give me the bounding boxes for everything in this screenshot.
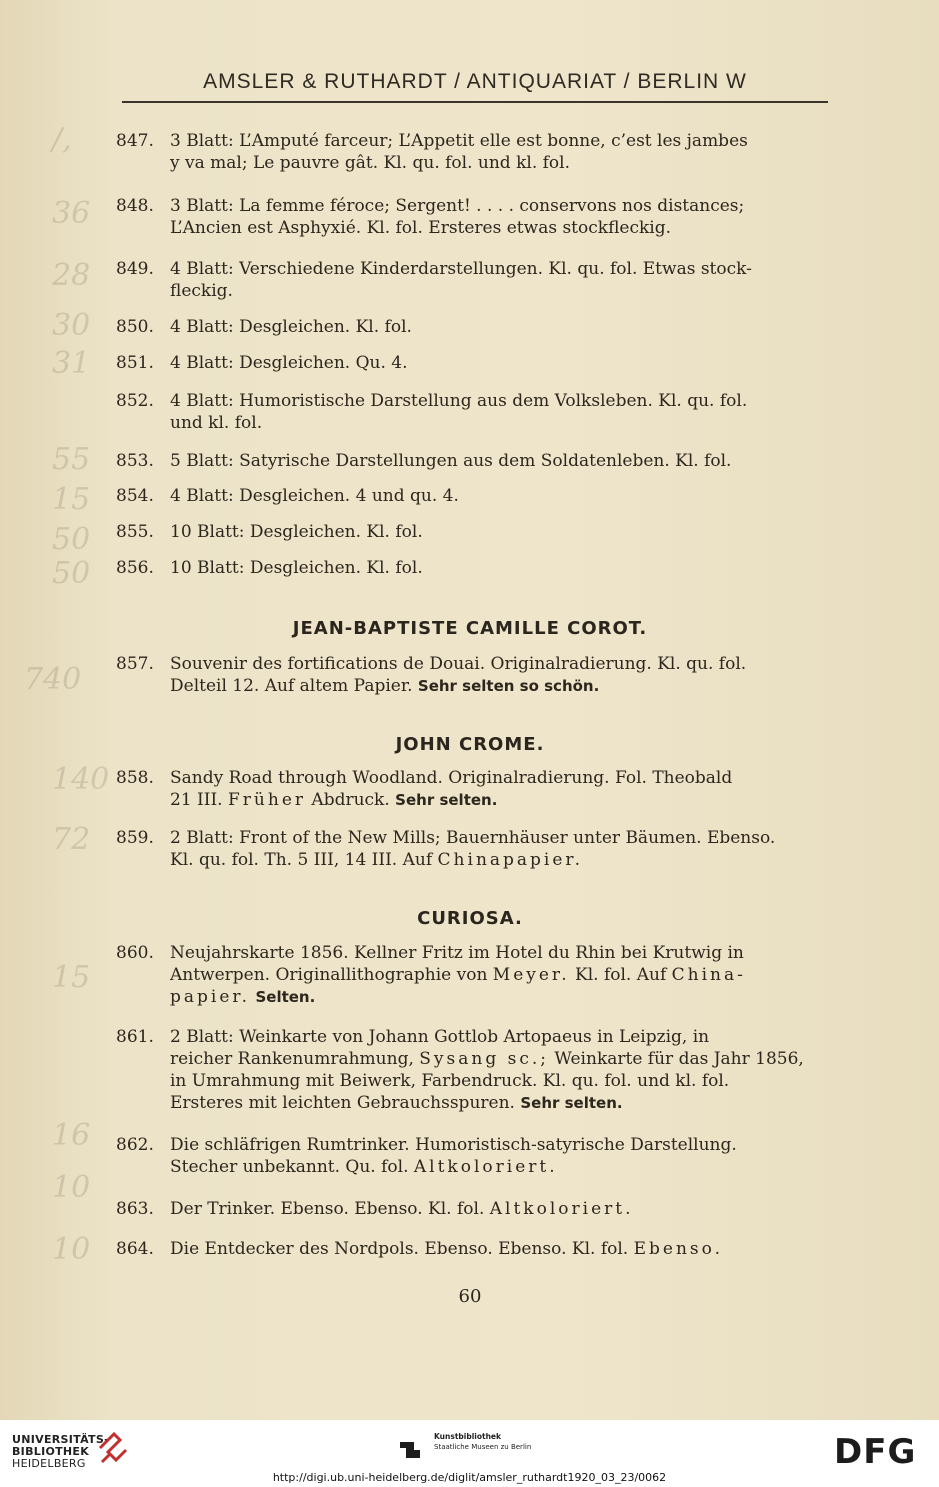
footer-bar: [0, 1420, 939, 1487]
dfg-logo[interactable]: DFG: [834, 1432, 917, 1472]
entry-number: 859.: [116, 828, 154, 848]
spaced-text: Altkoloriert.: [489, 1199, 634, 1219]
rarity-note: Selten.: [255, 988, 316, 1006]
section-heading-curiosa: CURIOSA.: [417, 908, 523, 929]
rarity-note: Sehr selten.: [520, 1094, 623, 1112]
entry-text: Abdruck.: [311, 790, 390, 810]
entry-text: Ersteres mit leichten Gebrauchsspuren.: [170, 1093, 515, 1113]
pencil-mark: 50: [52, 556, 91, 591]
logo-text: Kunstbibliothek: [434, 1432, 502, 1441]
entry-line: Delteil 12. Auf altem Papier.: [170, 676, 413, 696]
entry-line: fleckig.: [170, 281, 233, 301]
pencil-mark: 740: [24, 662, 82, 697]
entry-line: Neujahrskarte 1856. Kellner Fritz im Hotel du Rhin bei Krutwig in: [170, 943, 744, 963]
section-heading-corot: JEAN-BAPTISTE CAMILLE COROT.: [292, 618, 648, 639]
spaced-text: Früher: [228, 790, 307, 810]
spaced-text: Altkoloriert.: [413, 1157, 558, 1177]
entry-text: Kl. fol. Auf: [575, 965, 667, 985]
entry-text: Weinkarte für das Jahr 1856,: [554, 1049, 804, 1069]
entry-line: L’Ancien est Asphyxié. Kl. fol. Ersteres etwas stockfleckig.: [170, 218, 672, 238]
pencil-mark: 30: [52, 308, 91, 343]
entry-number: 854.: [116, 486, 154, 506]
catalog-entry: [116, 827, 836, 871]
header-rule: [122, 101, 828, 103]
entry-line: 5 Blatt: Satyrische Darstellungen aus dem Soldatenleben. Kl. fol.: [170, 451, 732, 471]
entry-line: 3 Blatt: La femme féroce; Sergent! . . . . conservons nos distances;: [170, 196, 745, 216]
entry-line: 10 Blatt: Desgleichen. Kl. fol.: [170, 558, 423, 578]
entry-line: Sandy Road through Woodland. Originalradierung. Fol. Theobald: [170, 768, 733, 788]
entry-number: 852.: [116, 391, 154, 411]
entry-text: Antwerpen. Originallithographie von: [170, 965, 488, 985]
entry-text: Der Trinker. Ebenso. Ebenso. Kl. fol.: [170, 1199, 485, 1219]
entry-number: 856.: [116, 558, 154, 578]
pencil-mark: 28: [52, 258, 91, 293]
catalog-entry: [116, 316, 836, 338]
pencil-mark: /,: [52, 122, 72, 157]
catalog-entry: [116, 1198, 836, 1220]
catalog-entry: [116, 352, 836, 374]
catalog-entry: [116, 557, 836, 579]
pencil-mark: 36: [52, 196, 91, 231]
rarity-note: Sehr selten.: [395, 791, 498, 809]
page-number: 60: [458, 1286, 482, 1307]
entry-number: 847.: [116, 131, 154, 151]
entry-text: reicher Rankenumrahmung,: [170, 1049, 414, 1069]
entry-number: 864.: [116, 1239, 154, 1259]
pencil-mark: 31: [52, 346, 91, 381]
catalog-entry: [116, 485, 836, 507]
entry-number: 849.: [116, 259, 154, 279]
entry-number: 863.: [116, 1199, 154, 1219]
logo-text: HEIDELBERG: [12, 1457, 86, 1470]
catalog-entry: [116, 942, 836, 1008]
spaced-text: papier.: [170, 987, 251, 1007]
catalog-entry: [116, 521, 836, 543]
entry-number: 862.: [116, 1135, 154, 1155]
catalog-entry: [116, 767, 836, 811]
entry-line: 3 Blatt: L’Amputé farceur; L’Appetit elle est bonne, c’est les jambes: [170, 131, 748, 151]
catalog-entry: [116, 1026, 836, 1114]
entry-line: Souvenir des fortifications de Douai. Originalradierung. Kl. qu. fol.: [170, 654, 747, 674]
entry-number: 851.: [116, 353, 154, 373]
entry-number: 861.: [116, 1027, 154, 1047]
pencil-mark: 50: [52, 522, 91, 557]
pencil-mark: 140: [52, 762, 110, 797]
catalog-entry: [116, 450, 836, 472]
entry-line: 2 Blatt: Front of the New Mills; Bauernhäuser unter Bäumen. Ebenso.: [170, 828, 776, 848]
entry-number: 860.: [116, 943, 154, 963]
entry-line: y va mal; Le pauvre gât. Kl. qu. fol. und kl. fol.: [170, 153, 570, 173]
catalog-entry: [116, 1238, 836, 1260]
entry-number: 858.: [116, 768, 154, 788]
catalog-entry: [116, 195, 836, 239]
pencil-mark: 55: [52, 442, 91, 477]
section-heading-crome: JOHN CROME.: [395, 734, 545, 755]
entry-number: 857.: [116, 654, 154, 674]
pencil-mark: 10: [52, 1170, 91, 1205]
entry-line: 4 Blatt: Desgleichen. Kl. fol.: [170, 317, 412, 337]
page-header: AMSLER & RUTHARDT / ANTIQUARIAT / BERLIN W: [203, 70, 747, 93]
entry-number: 850.: [116, 317, 154, 337]
pencil-mark: 15: [52, 482, 91, 517]
spaced-text: Chinapapier.: [437, 850, 584, 870]
entry-line: 4 Blatt: Verschiedene Kinderdarstellungen. Kl. qu. fol. Etwas stock-: [170, 259, 752, 279]
rarity-note: Sehr selten so schön.: [417, 677, 600, 695]
catalog-entry: [116, 1134, 836, 1178]
logo-text: Staatliche Museen zu Berlin: [434, 1443, 532, 1451]
entry-number: 855.: [116, 522, 154, 542]
entry-text: Die Entdecker des Nordpols. Ebenso. Ebenso. Kl. fol.: [170, 1239, 629, 1259]
entry-line: in Umrahmung mit Beiwerk, Farbendruck. Kl. qu. fol. und kl. fol.: [170, 1071, 730, 1091]
pencil-mark: 10: [52, 1232, 91, 1267]
entry-text: Kl. qu. fol. Th. 5 III, 14 III. Auf: [170, 850, 433, 870]
pencil-mark: 16: [52, 1118, 91, 1153]
entry-number: 848.: [116, 196, 154, 216]
entry-line: 4 Blatt: Humoristische Darstellung aus dem Volksleben. Kl. qu. fol.: [170, 391, 748, 411]
catalog-entry: [116, 653, 836, 697]
permalink-url[interactable]: http://digi.ub.uni-heidelberg.de/diglit/amsler_ruthardt1920_03_23/0062: [272, 1471, 667, 1484]
pencil-mark: 72: [52, 822, 91, 857]
entry-line: 2 Blatt: Weinkarte von Johann Gottlob Artopaeus in Leipzig, in: [170, 1027, 710, 1047]
heidelberg-emblem-icon: [96, 1428, 130, 1468]
spaced-text: Sysang sc.;: [419, 1049, 549, 1069]
spaced-text: Ebenso.: [633, 1239, 723, 1259]
university-library-logo[interactable]: [12, 1434, 109, 1470]
entry-line: Die schläfrigen Rumtrinker. Humoristisch-satyrische Darstellung.: [170, 1135, 737, 1155]
entry-line: 4 Blatt: Desgleichen. 4 und qu. 4.: [170, 486, 459, 506]
entry-line: und kl. fol.: [170, 413, 263, 433]
kunstbibliothek-mark-icon: [400, 1438, 420, 1458]
spaced-text: China-: [671, 965, 746, 985]
catalog-entry: [116, 258, 836, 302]
pencil-mark: 15: [52, 960, 91, 995]
catalog-entry: [116, 390, 836, 434]
spaced-text: Meyer.: [492, 965, 570, 985]
catalog-entry: [116, 130, 836, 174]
entry-line: 10 Blatt: Desgleichen. Kl. fol.: [170, 522, 423, 542]
entry-text: 21 III.: [170, 790, 223, 810]
entry-line: 4 Blatt: Desgleichen. Qu. 4.: [170, 353, 408, 373]
entry-text: Stecher unbekannt. Qu. fol.: [170, 1157, 409, 1177]
logo-text: BIBLIOTHEK: [12, 1445, 90, 1458]
entry-number: 853.: [116, 451, 154, 471]
logo-text: UNIVERSITÄTS-: [12, 1433, 109, 1446]
